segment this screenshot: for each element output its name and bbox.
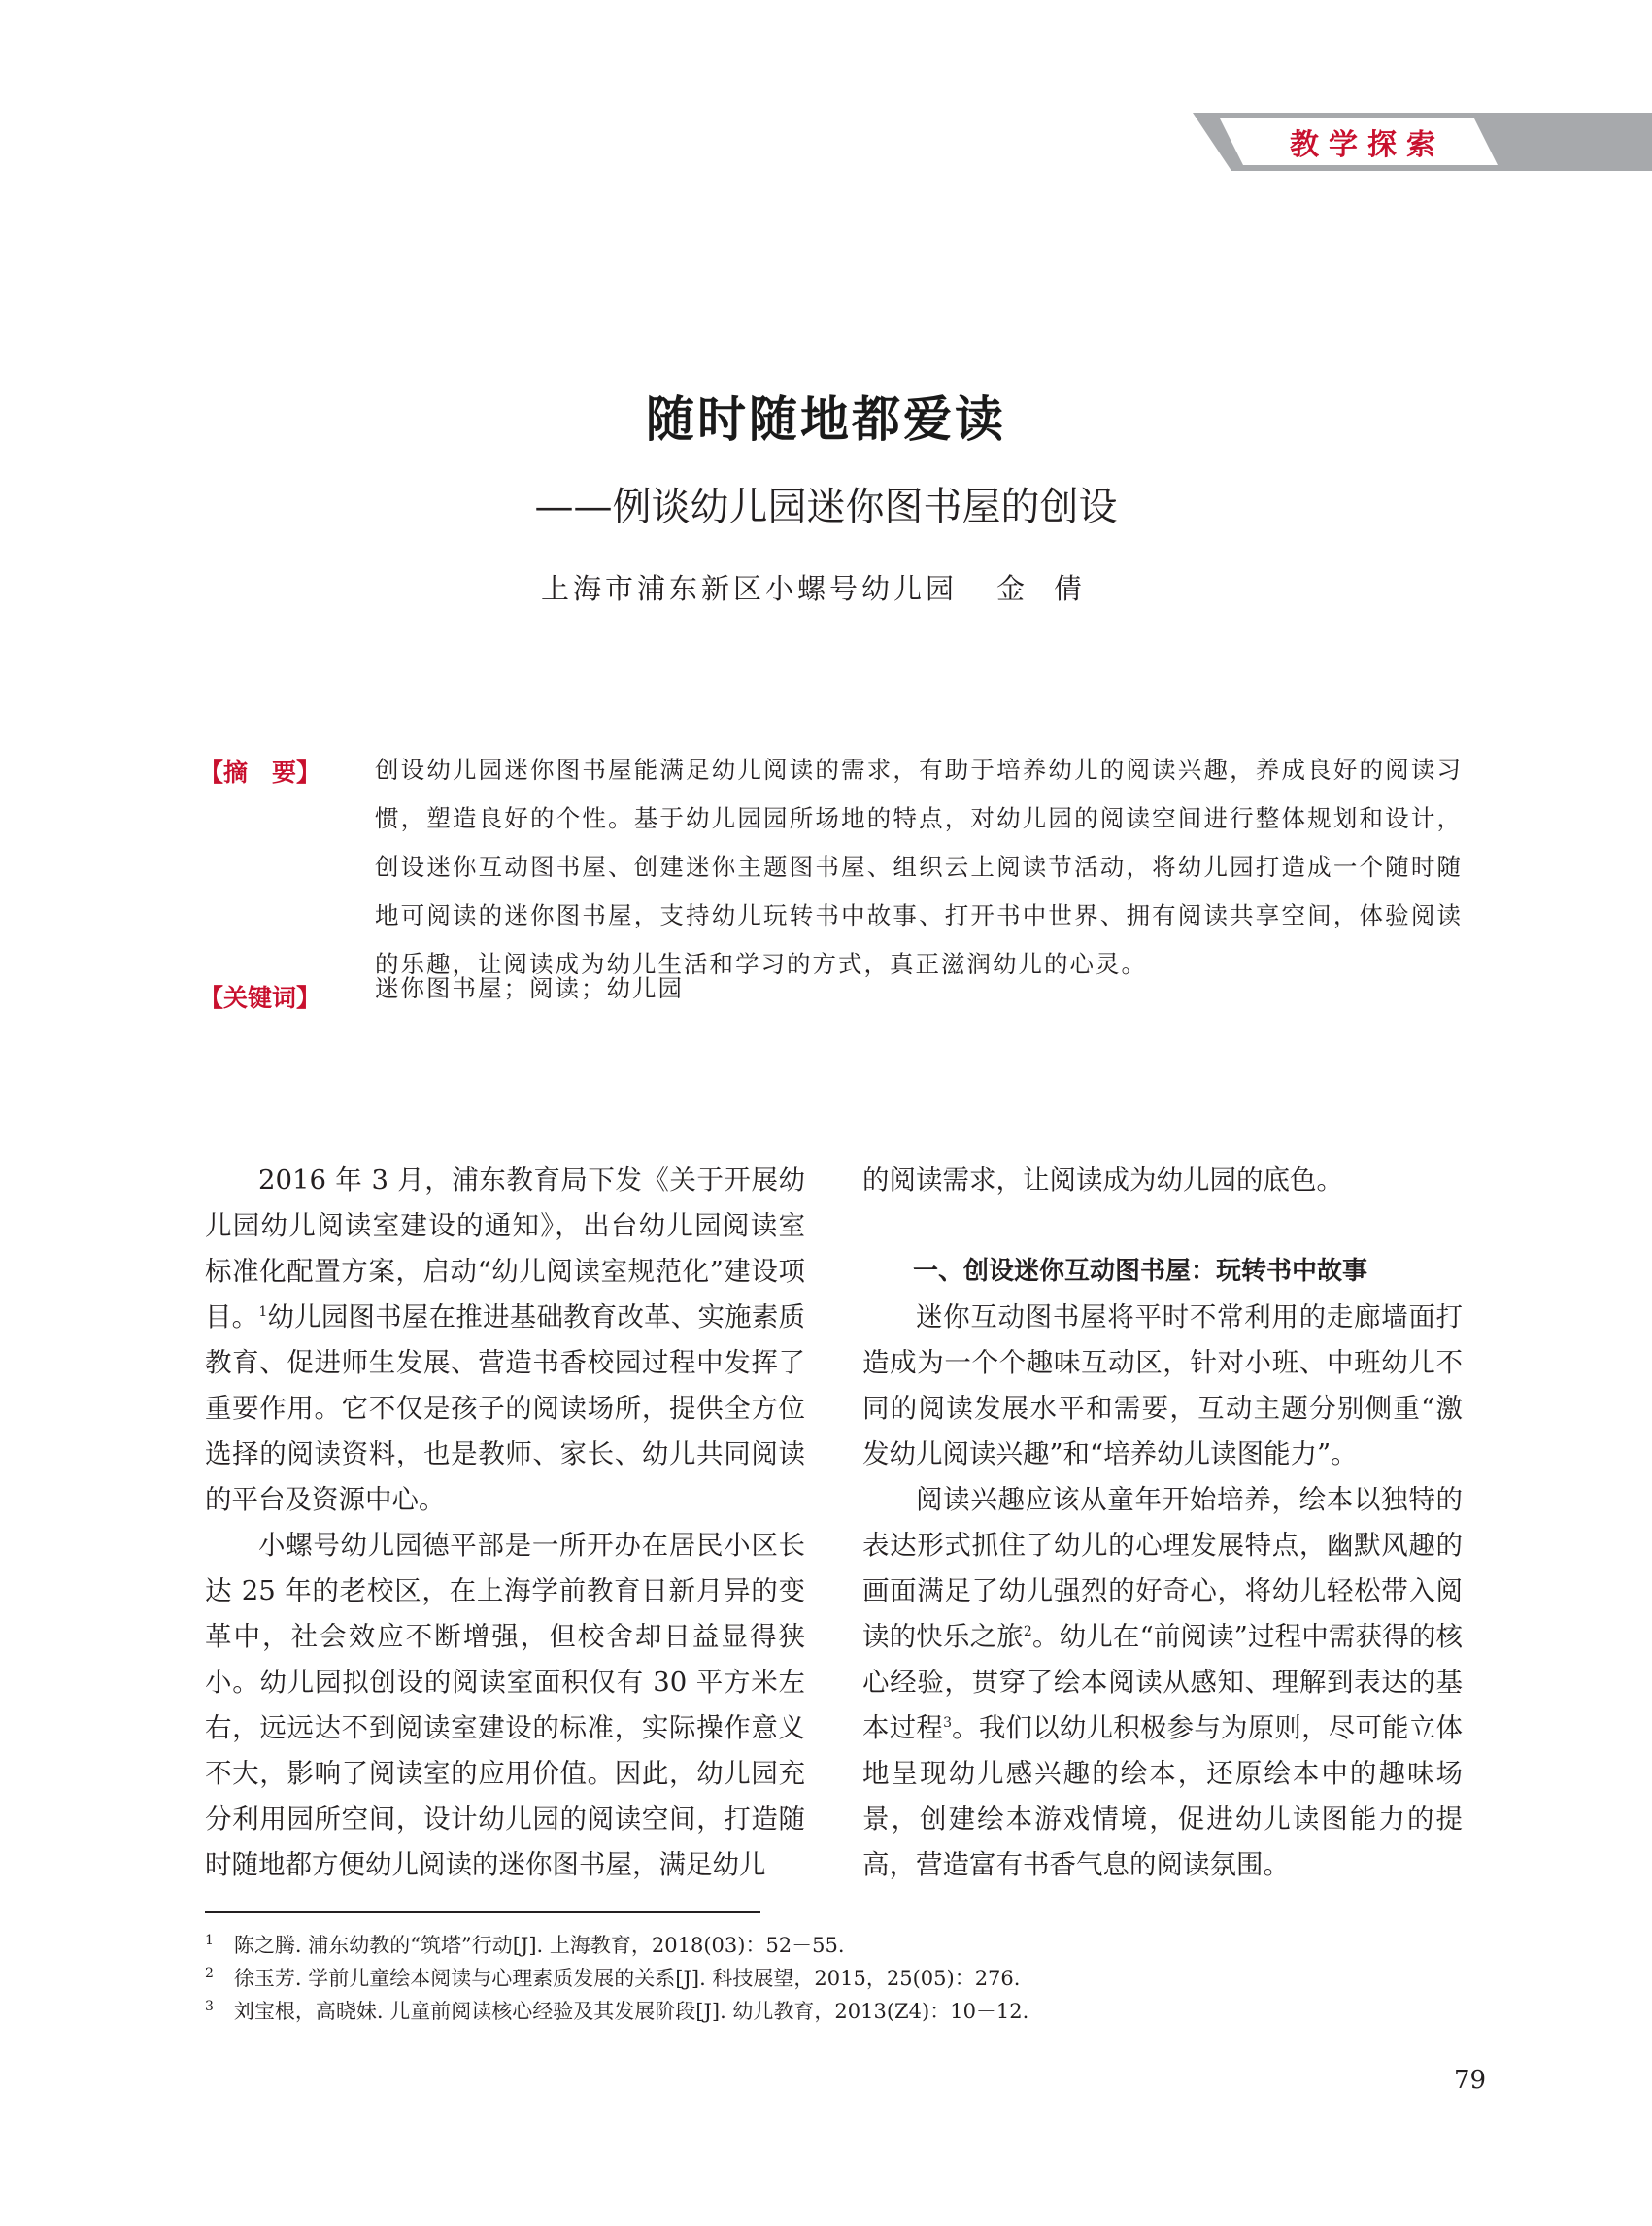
body-paragraph-4: 阅读兴趣应该从童年开始培养，绘本以独特的表达形式抓住了幼儿的心理发展特点，幽默风趣的画面满足了幼儿强烈的好奇心，将幼儿轻松带入阅读的快乐之旅$^2$。幼儿在“前阅读”过程中需获得的核心经验，贯穿了绘本阅读从感知、理解到表达的基本过程$^3$。我们以幼儿积极参与为原则，尽可能立体地呈现幼儿感兴趣的绘本，还原绘本中的趣味场景，创建绘本游戏情境，促进幼儿读图能力的提高，营造富有书香气息的阅读氛围。 <box>862 1484 1464 1880</box>
article-title: 随时随地都爱读 <box>646 391 1006 448</box>
body-paragraph-2: 小螺号幼儿园德平部是一所开办在居民小区长达 25 年的老校区，在上海学前教育日新月异的变革中，社会效应不断增强，但校舍却日益显得狭小。幼儿园拟创设的阅读室面积仅有 30 平方米左右，远远达不到阅读室建设的标准，实际操作意义不大，影响了阅读室的应用价值。因此，幼儿园充分利用园所空间，设计幼儿园的阅读空间，打造随时随地都方便幼儿阅读的迷你图书屋，满足幼儿 <box>205 1530 805 1880</box>
body-paragraph-2-continued: 的阅读需求，让阅读成为幼儿园的底色。 <box>862 1164 1343 1196</box>
keywords-text: 迷你图书屋；阅读；幼儿园 <box>375 974 684 1002</box>
body-column-left <box>205 1158 805 1888</box>
footnotes <box>205 1929 1467 2028</box>
body-column-right <box>862 1158 1463 1888</box>
section-banner <box>1193 113 1652 171</box>
affiliation: 上海市浦东新区小螺号幼儿园 <box>540 572 958 605</box>
page-number: 79 <box>1454 2066 1487 2095</box>
footnote-ref-1: 1 <box>258 1303 268 1320</box>
footnote-3: $^3$ 刘宝根，高晓妹. 儿童前阅读核心经验及其发展阶段[J]. 幼儿教育，2013(Z4)：10－12. <box>205 1999 1029 2023</box>
body-paragraph-1: 2016 年 3 月，浦东教育局下发《关于开展幼儿园幼儿阅读室建设的通知》，出台幼儿园阅读室标准化配置方案，启动“幼儿阅读室规范化”建设项目。$^1$幼儿园图书屋在推进基础教育改革、实施素质教育、促进师生发展、营造书香校园过程中发挥了重要作用。它不仅是孩子的阅读场所，提供全方位选择的阅读资料，也是教师、家长、幼儿共同阅读的平台及资源中心。 <box>205 1164 806 1515</box>
author-line <box>0 567 1652 607</box>
article-subtitle: ——例谈幼儿园迷你图书屋的创设 <box>534 485 1118 529</box>
footnote-2: $^2$ 徐玉芳. 学前儿童绘本阅读与心理素质发展的关系[J]. 科技展望，2015，25(05)：276. <box>205 1966 1021 1990</box>
abstract-text: 创设幼儿园迷你图书屋能满足幼儿阅读的需求，有助于培养幼儿的阅读兴趣，养成良好的阅读习惯，塑造良好的个性。基于幼儿园园所场地的特点，对幼儿园的阅读空间进行整体规划和设计，创设迷你互动图书屋、创建迷你主题图书屋、组织云上阅读节活动，将幼儿园打造成一个随时随地可阅读的迷你图书屋，支持幼儿玩转书中故事、打开书中世界、拥有阅读共享空间，体验阅读的乐趣，让阅读成为幼儿生活和学习的方式，真正滋润幼儿的心灵。 <box>375 756 1463 978</box>
footnote-ref-3: 3 <box>943 1714 952 1731</box>
body-paragraph-3: 迷你互动图书屋将平时不常利用的走廊墙面打造成为一个个趣味互动区，针对小班、中班幼儿不同的阅读发展水平和需要，互动主题分别侧重“激发幼儿阅读兴趣”和“培养幼儿读图能力”。 <box>862 1301 1463 1469</box>
footnote-divider <box>205 1911 760 1913</box>
footnote-ref-2: 2 <box>1023 1623 1032 1639</box>
abstract-label: 【摘 要】 <box>199 759 321 787</box>
keywords-label: 【关键词】 <box>199 984 321 1012</box>
section-label: 教学探索 <box>1290 128 1445 162</box>
section-heading-1: 一、创设迷你互动图书屋：玩转书中故事 <box>913 1257 1368 1286</box>
footnote-1: $^1$ 陈之腾. 浦东幼教的“筑塔”行动[J]. 上海教育，2018(03)：52－55. <box>205 1933 845 1957</box>
author-name: 金倩 <box>996 572 1112 605</box>
